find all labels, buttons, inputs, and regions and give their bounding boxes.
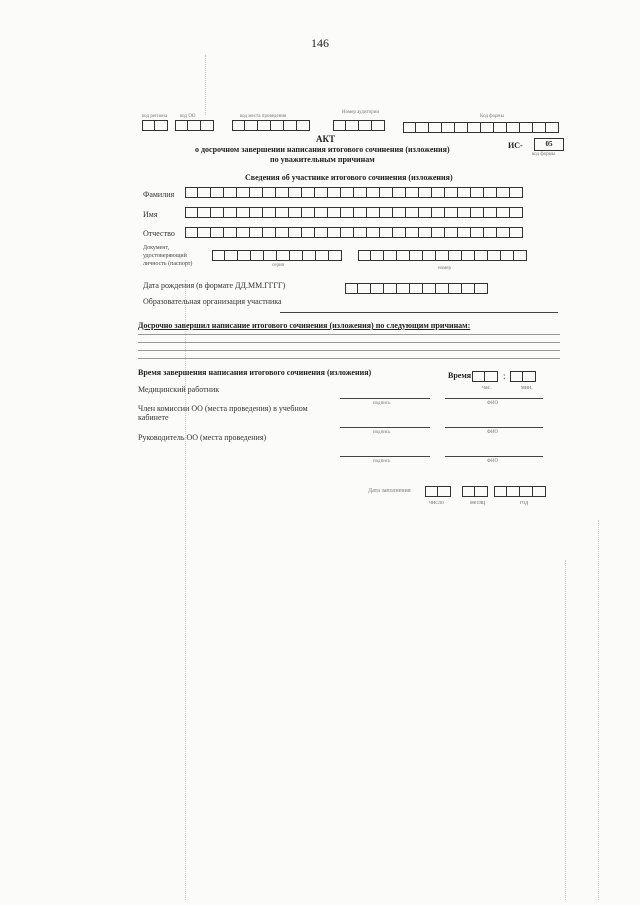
reason-line-1[interactable] — [138, 334, 560, 335]
auditorium-boxes[interactable] — [333, 120, 385, 131]
reason-line-2[interactable] — [138, 342, 560, 343]
scan-artifact — [205, 55, 206, 115]
form-code-label: ИС- — [508, 141, 523, 150]
member-sign-line[interactable] — [340, 427, 430, 428]
fill-year-boxes[interactable] — [494, 486, 546, 497]
participant-section-title: Сведения об участнике итогового сочинения (изложения) — [245, 173, 453, 182]
place-code-caption: код места проведения — [240, 114, 287, 119]
head-name-line[interactable] — [445, 456, 543, 457]
org-code-caption: код ОО — [180, 114, 196, 119]
series-boxes[interactable] — [212, 250, 342, 261]
reasons-title: Досрочно завершил написание итогового сочинения (изложения) по следующим причинам: — [138, 321, 471, 330]
fill-month-boxes[interactable] — [462, 486, 488, 497]
time-colon: : — [503, 371, 506, 381]
document-label — [143, 244, 192, 268]
number-caption: номер — [438, 266, 451, 271]
region-code-caption: код региона — [142, 114, 168, 119]
surname-boxes[interactable] — [185, 187, 523, 198]
scan-artifact — [598, 520, 599, 900]
head-sign-caption: подпись — [373, 459, 391, 464]
act-subtitle-1: о досрочном завершении написания итогового сочинения (изложения) — [195, 145, 450, 154]
reason-line-3[interactable] — [138, 350, 560, 351]
name-boxes[interactable] — [185, 207, 523, 218]
reserve-boxes[interactable] — [403, 122, 559, 133]
medical-worker-label: Медицинский работник — [138, 385, 220, 394]
act-subtitle-2: по уважительным причинам — [270, 155, 375, 164]
document-label-2: удостоверяющий — [143, 253, 187, 259]
hours-boxes[interactable] — [472, 371, 498, 382]
month-caption: месяц — [470, 500, 486, 506]
member-label-2: кабинете — [138, 413, 169, 422]
minutes-caption: мин. — [521, 385, 533, 391]
hours-caption: час. — [482, 385, 492, 391]
surname-label: Фамилия — [143, 190, 175, 199]
fill-day-boxes[interactable] — [425, 486, 451, 497]
form-code-top-caption: Код формы — [480, 114, 504, 119]
birth-date-label: Дата рождения (в формате ДД.ММ.ГГГГ) — [143, 281, 286, 290]
page-number: 146 — [311, 36, 329, 50]
time-label: Время завершения написания итогового сочинения (изложения) — [138, 368, 372, 377]
document-label-3: личность (паспорт) — [143, 261, 193, 267]
member-sign-caption: подпись — [373, 430, 391, 435]
patronymic-label: Отчество — [143, 229, 175, 238]
minutes-boxes[interactable] — [510, 371, 536, 382]
form-code-caption: код формы — [532, 152, 556, 157]
org-label: Образовательная организация участника — [143, 297, 282, 306]
form-code-value: 05 — [534, 138, 564, 151]
head-label: Руководитель ОО (места проведения) — [138, 433, 267, 442]
medical-name-caption: ФИО — [487, 401, 499, 406]
document-label-1: Документ, — [143, 245, 170, 251]
number-boxes[interactable] — [358, 250, 527, 261]
place-code-boxes[interactable] — [232, 120, 310, 131]
auditorium-caption: Номер аудитории — [342, 110, 379, 115]
region-code-boxes[interactable] — [142, 120, 168, 131]
birth-date-boxes[interactable] — [345, 283, 488, 294]
org-code-boxes[interactable] — [175, 120, 214, 131]
reason-line-4[interactable] — [138, 358, 560, 359]
day-caption: число — [429, 500, 444, 506]
series-caption: серия — [272, 263, 284, 268]
member-name-caption: ФИО — [487, 430, 499, 435]
patronymic-boxes[interactable] — [185, 227, 523, 238]
head-name-caption: ФИО — [487, 459, 499, 464]
fill-date-label: Дата заполнения — [368, 488, 411, 494]
act-title: АКТ — [316, 134, 336, 144]
org-line[interactable] — [280, 312, 558, 313]
name-label: Имя — [143, 210, 158, 219]
year-caption: год — [520, 500, 529, 506]
time-word: Время — [448, 371, 472, 380]
scan-artifact — [565, 560, 566, 900]
medical-sign-line[interactable] — [340, 398, 430, 399]
member-name-line[interactable] — [445, 427, 543, 428]
medical-name-line[interactable] — [445, 398, 543, 399]
medical-sign-caption: подпись — [373, 401, 391, 406]
member-label-1: Член комиссии ОО (места проведения) в учебном — [138, 404, 308, 413]
head-sign-line[interactable] — [340, 456, 430, 457]
